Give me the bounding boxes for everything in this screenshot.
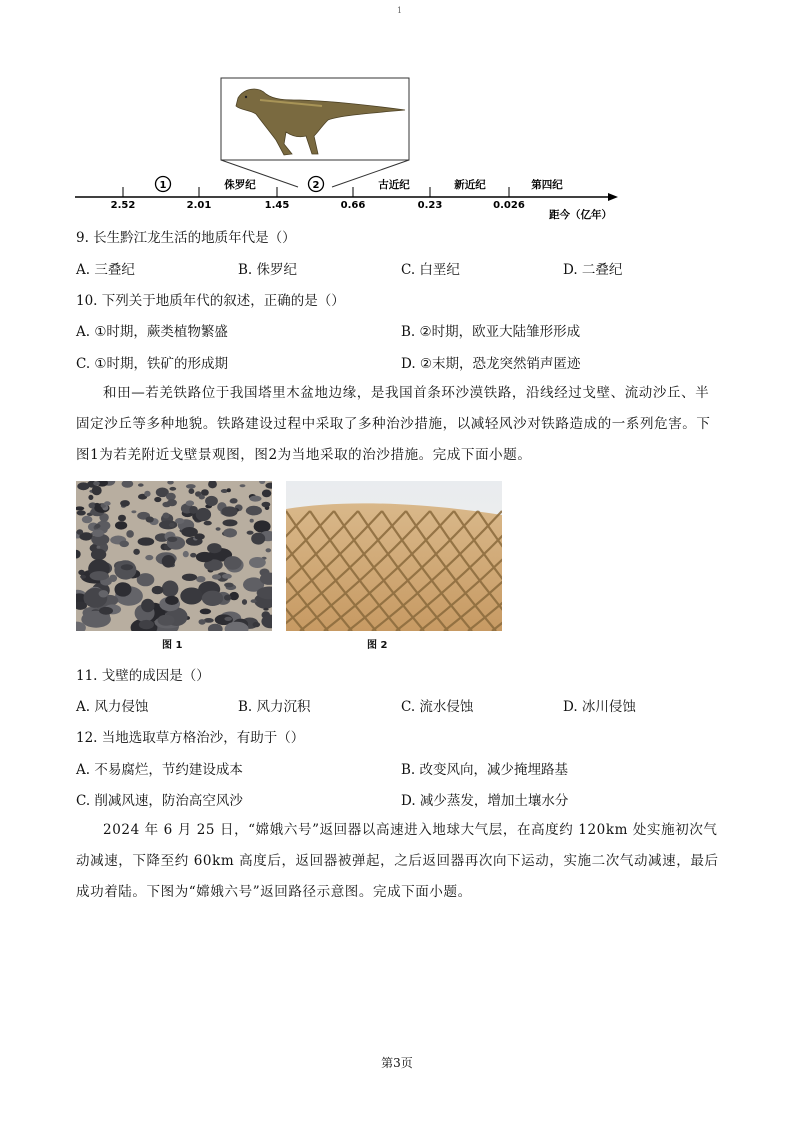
gobi-stone [99,607,113,615]
q12-option-b[interactable]: B. 改变风向，减少掩埋路基 [401,762,569,778]
gobi-stone [133,549,140,555]
gobi-stone [167,499,177,506]
gobi-stone [115,582,132,596]
gobi-stone [138,483,144,486]
gobi-stone [118,515,126,522]
gobi-stone [162,581,179,598]
gobi-stone [250,496,262,502]
gobi-stone [88,495,93,500]
tick-label: 0.026 [493,200,525,211]
gobi-stone [82,516,93,523]
q10-option-c[interactable]: C. ①时期，铁矿的形成期 [76,356,229,372]
gobi-stone [199,619,206,625]
gobi-stone [165,596,179,605]
era-label: 新近纪 [454,179,486,191]
q9-option-a[interactable]: A. 三叠纪 [76,262,135,278]
gobi-stone [183,551,189,557]
axis-label: 距今（亿年） [549,209,612,221]
gobi-stone [224,583,234,588]
geologic-timeline-figure [60,70,630,225]
gobi-stone [90,571,109,580]
gobi-stone [262,490,271,498]
gobi-stone [222,574,232,579]
gobi-stone [138,537,155,545]
figure-1-caption: 图 1 [162,640,183,651]
tick-label: 0.23 [417,200,443,211]
gobi-stone [216,527,221,530]
gobi-stone [120,500,130,506]
q12-option-a[interactable]: A. 不易腐烂，节约建设成本 [76,762,243,778]
q10-option-a[interactable]: A. ①时期，蕨类植物繁盛 [76,324,228,340]
gobi-stone [223,519,238,526]
tick-labels [111,200,525,211]
gobi-stone [99,590,109,597]
q9-option-c[interactable]: C. 白垩纪 [401,262,460,278]
gobi-stone [104,501,111,505]
gobi-stone [145,555,153,560]
gobi-stone [77,529,84,535]
q12-option-d[interactable]: D. 减少蒸发，增加土壤水分 [401,793,569,809]
gobi-stone [158,615,175,626]
gobi-stone [152,586,164,594]
q12-stem: 12. 当地选取草方格治沙，有助于（） [76,730,305,746]
q12-option-c[interactable]: C. 削减风速，防治高空风沙 [76,793,243,809]
q10-option-b[interactable]: B. ②时期，欧亚大陆雏形形成 [401,324,581,340]
gobi-stone [202,591,223,606]
tick-label: 1.45 [264,200,290,211]
gobi-stone [221,506,237,516]
gobi-stone [207,543,222,553]
gobi-stone [95,524,101,528]
gobi-stone [247,531,254,535]
gobi-stone [121,564,133,570]
gobi-stone [263,608,268,611]
gobi-stone [141,599,154,612]
gobi-stone [91,549,106,560]
gobi-stone [199,495,205,500]
gobi-stone [163,513,170,519]
gobi-stone [196,508,211,521]
gobi-stone [251,533,265,545]
gobi-stone [250,519,254,523]
gobi-stone [186,500,194,506]
gobi-stone [154,497,161,502]
gobi-stone [131,510,136,513]
tick-label: 0.66 [340,200,366,211]
era-labels [156,177,564,192]
gobi-stone [251,599,257,603]
gobi-stone [266,548,272,552]
tick-label: 2.01 [186,200,212,211]
gobi-stone [181,527,198,537]
gobi-stone [212,574,221,579]
gobi-stone [196,576,205,582]
q11-option-d[interactable]: D. 冰川侵蚀 [563,699,636,715]
gobi-stone [175,518,184,524]
gobi-stone [93,481,100,486]
era-label: 古近纪 [378,179,410,191]
gobi-stone [126,530,134,538]
page-number: 第3页 [381,1056,413,1070]
q10-option-d[interactable]: D. ②末期，恐龙突然销声匿迹 [401,356,581,372]
era-label: 侏罗纪 [224,179,256,191]
q11-stem: 11. 戈壁的成因是（） [76,668,210,684]
gobi-stone [227,488,231,492]
gobi-stone [204,521,212,526]
gobi-stone [224,595,231,601]
passage-change6: 2024 年 6 月 25 日，“嫦娥六号”返回器以高速进入地球大气层，在高度约 120km 处实施初次气动减速，下降至约 60km 高度后，返回器被弹起，之后返回器再次向下运动，实施二次气动减速，最后成功着陆。下图为“嫦娥六号”返回路径示意图。完成下面小题。 [76,822,719,900]
gobi-stone [119,541,129,548]
era-label: 第四纪 [531,179,563,191]
q9-option-b[interactable]: B. 侏罗纪 [238,262,298,278]
gobi-stone [189,488,195,494]
gobi-stone [169,487,176,491]
gobi-stone [254,520,271,532]
gobi-stone [200,609,211,615]
gobi-stone [186,484,196,489]
gobi-stone [196,552,214,562]
gobi-stone [230,498,238,503]
q9-option-d[interactable]: D. 二叠纪 [563,262,623,278]
gobi-stone [92,529,104,537]
gobi-stone [80,575,86,579]
gobi-stone [182,574,197,581]
passage-railway: 和田—若羌铁路位于我国塔里木盆地边缘，是我国首条环沙漠铁路，沿线经过戈壁、流动沙丘、半固定沙丘等多种地貌。铁路建设过程中采取了多种治沙措施，以减轻风沙对铁路造成的一系列危害。下图1为若羌附近戈壁景观图，图2为当地采取的治沙措施。完成下面小题。 [76,385,711,463]
gobi-stone [167,537,177,542]
gobi-stone [77,482,89,490]
figure-2-caption: 图 2 [367,640,388,651]
q9-stem: 9. 长生黔江龙生活的地质年代是（） [76,230,296,246]
q10-stem: 10. 下列关于地质年代的叙述，正确的是（） [76,293,345,309]
gobi-stone [92,486,102,496]
gobi-stone [246,506,262,516]
gobi-stone [190,553,196,558]
gobi-stone [189,506,198,514]
gobi-stone [224,556,242,570]
era-label: 1 [159,180,167,191]
gobi-stone [205,496,218,506]
figure-1-gobi-photo [76,481,272,631]
gobi-stone [249,557,266,568]
gobi-stone [144,491,150,497]
tick-label: 2.52 [110,200,136,211]
gobi-stone [242,599,247,605]
gobi-stone [115,521,127,529]
gobi-stone [253,622,261,627]
header-mark: 1 [397,6,403,15]
gobi-stone [146,516,154,522]
q11-option-b[interactable]: B. 风力沉积 [238,699,311,715]
gobi-stone [97,546,101,549]
gobi-stone [223,528,237,537]
q11-option-a[interactable]: A. 风力侵蚀 [76,699,149,715]
gobi-stone [162,555,175,568]
figure-2-straw-grid-photo [286,481,502,631]
gobi-stone [262,502,271,508]
gobi-stone [169,523,175,527]
gobi-stone [240,484,246,487]
gobi-stone [180,588,203,605]
q11-option-c[interactable]: C. 流水侵蚀 [401,699,474,715]
gobi-stone [78,570,84,575]
axis-arrow-icon [608,193,618,201]
gobi-stone [77,510,86,515]
era-label: 2 [312,180,320,191]
gobi-stone [224,617,232,621]
gobi-stone [139,620,154,629]
